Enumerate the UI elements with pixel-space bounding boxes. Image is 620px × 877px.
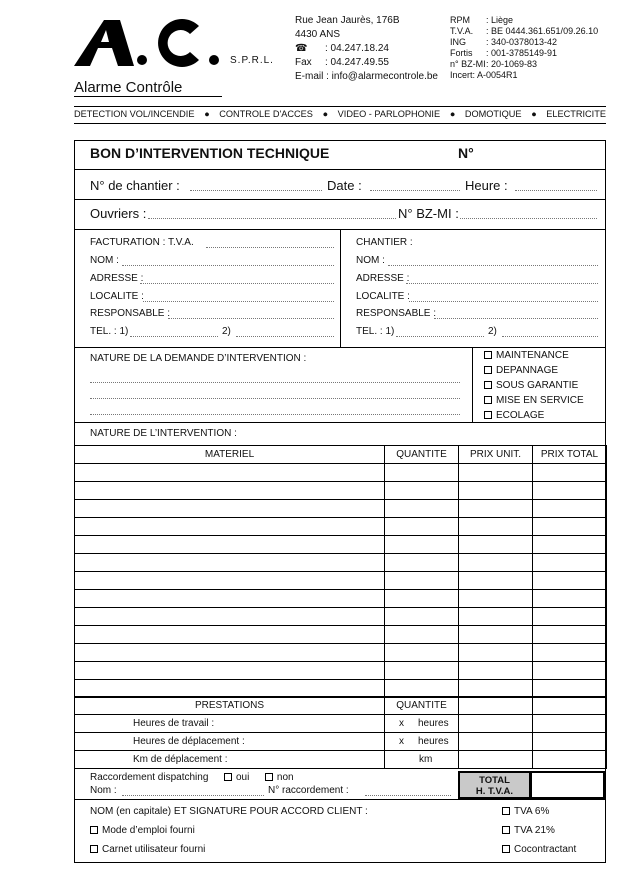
cell[interactable] <box>533 500 607 518</box>
option-maintenance[interactable] <box>484 348 584 363</box>
table-header-row <box>75 446 607 464</box>
cell[interactable] <box>385 590 459 608</box>
company-address <box>295 15 438 83</box>
cell[interactable] <box>75 590 385 608</box>
option-label: SOUS GARANTIE <box>496 380 579 391</box>
fax-number: : 04.247.49.55 <box>325 57 389 68</box>
bzmi-field[interactable] <box>460 218 597 219</box>
cell[interactable] <box>533 608 607 626</box>
table-row <box>75 644 607 662</box>
checkbox-icon[interactable] <box>502 826 510 834</box>
cell[interactable] <box>533 482 607 500</box>
cell[interactable] <box>459 733 533 751</box>
table-row <box>75 464 607 482</box>
checkbox-icon[interactable] <box>90 826 98 834</box>
heures-travail-label: Heures de travail : <box>75 715 385 733</box>
cell[interactable] <box>75 536 385 554</box>
services-top-rule <box>74 106 606 107</box>
address-line-1: Rue Jean Jaurès, 176B <box>295 15 400 26</box>
cell[interactable] <box>75 482 385 500</box>
ouvriers-field[interactable] <box>148 218 396 219</box>
non-label: non <box>276 772 294 783</box>
column-divider <box>340 229 341 347</box>
cell[interactable] <box>75 626 385 644</box>
oui-label: oui <box>235 772 250 783</box>
company-registration <box>450 15 598 81</box>
table-row <box>75 554 607 572</box>
cell[interactable] <box>533 751 607 769</box>
cell[interactable] <box>75 662 385 680</box>
address-line-2: 4430 ANS <box>295 29 341 40</box>
cell[interactable] <box>459 751 533 769</box>
bullet-icon: ● <box>322 109 329 119</box>
cell[interactable] <box>459 464 533 482</box>
column-divider <box>472 347 473 422</box>
fact-nom-label: NOM : <box>90 255 119 266</box>
cell[interactable] <box>459 662 533 680</box>
nature-demande-line[interactable] <box>90 382 460 383</box>
option-depannage[interactable] <box>484 363 584 378</box>
unit-label: km <box>419 754 433 765</box>
ch-localite-field[interactable] <box>409 301 598 302</box>
service-item: VIDEO - PARLOPHONIE <box>337 109 441 119</box>
no-raccordement-field[interactable] <box>365 795 451 796</box>
option-label: MAINTENANCE <box>496 350 569 361</box>
checkbox-icon[interactable] <box>484 411 492 419</box>
column-header: PRIX TOTAL <box>533 446 607 464</box>
cell[interactable] <box>533 662 607 680</box>
column-header: QUANTITE <box>385 446 459 464</box>
ch-tel2-label: 2) <box>488 326 497 337</box>
cell[interactable] <box>385 482 459 500</box>
table-row <box>75 751 607 769</box>
ch-nom-field[interactable] <box>388 265 598 266</box>
tva6-option[interactable] <box>502 806 549 817</box>
reg-value: : 001-3785149-91 <box>486 48 558 58</box>
cell[interactable] <box>459 697 533 715</box>
total-label: TOTAL <box>479 775 510 786</box>
ouvriers-label: Ouvriers : <box>90 206 147 221</box>
chantier-number-label: N° de chantier : <box>90 178 180 193</box>
fact-adresse-field[interactable] <box>140 283 334 284</box>
date-label: Date : <box>327 178 362 193</box>
form-number-label: N° <box>458 145 474 161</box>
cell[interactable] <box>385 680 459 698</box>
reg-key: ING <box>450 37 467 47</box>
tva-field[interactable] <box>206 247 334 248</box>
option-label: Mode d’emploi fourni <box>102 825 195 836</box>
checkbox-icon[interactable] <box>502 807 510 815</box>
cell[interactable] <box>75 608 385 626</box>
fact-localite-field[interactable] <box>143 301 334 302</box>
reg-key: Fortis <box>450 48 473 58</box>
option-label: ECOLAGE <box>496 410 545 421</box>
table-row <box>75 590 607 608</box>
chantier-label: CHANTIER : <box>356 237 413 248</box>
fact-localite-label: LOCALITE : <box>90 291 144 302</box>
heures-deplacement-label: Heures de déplacement : <box>75 733 385 751</box>
total-label-box <box>458 771 531 799</box>
cell[interactable] <box>459 482 533 500</box>
table-row <box>75 500 607 518</box>
row-divider <box>74 799 606 800</box>
ch-adresse-label: ADRESSE : <box>356 273 410 284</box>
cell[interactable] <box>75 572 385 590</box>
cell[interactable] <box>533 733 607 751</box>
times-label: x <box>399 718 404 729</box>
table-row <box>75 608 607 626</box>
table-row <box>75 626 607 644</box>
company-logo <box>74 16 224 68</box>
cell[interactable] <box>459 500 533 518</box>
fact-responsable-field[interactable] <box>168 318 334 319</box>
reg-key: n° BZ-MI <box>450 59 486 69</box>
no-raccordement-label: N° raccordement : <box>268 785 349 796</box>
tva21-option[interactable] <box>502 825 555 836</box>
cell[interactable] <box>459 715 533 733</box>
cell[interactable] <box>533 715 607 733</box>
option-label: Cocontractant <box>514 844 577 855</box>
cell[interactable] <box>385 518 459 536</box>
table-row <box>75 572 607 590</box>
checkbox-icon[interactable] <box>502 845 510 853</box>
option-ecolage[interactable] <box>484 408 584 423</box>
unit-label: heures <box>418 718 449 729</box>
cocontractant-option[interactable] <box>502 844 576 855</box>
option-label: TVA 6% <box>514 806 550 817</box>
ch-adresse-field[interactable] <box>406 283 598 284</box>
checkbox-icon[interactable] <box>484 366 492 374</box>
option-label: MISE EN SERVICE <box>496 395 584 406</box>
ch-tel1-label: TEL. : 1) <box>356 326 395 337</box>
cell[interactable] <box>385 608 459 626</box>
ch-tel1-field[interactable] <box>396 336 484 337</box>
service-item: ELECTRICITE <box>546 109 606 119</box>
services-bar <box>74 109 606 119</box>
cell[interactable] <box>533 697 607 715</box>
table-row <box>75 536 607 554</box>
fact-adresse-label: ADRESSE : <box>90 273 144 284</box>
nature-demande-line[interactable] <box>90 398 460 399</box>
row-divider <box>74 169 606 170</box>
fact-responsable-label: RESPONSABLE : <box>90 308 171 319</box>
cell[interactable] <box>459 572 533 590</box>
cell[interactable] <box>75 464 385 482</box>
services-bottom-rule <box>74 123 606 124</box>
service-item: CONTROLE D'ACCES <box>219 109 313 119</box>
checkbox-icon[interactable] <box>224 773 232 781</box>
cell[interactable] <box>459 590 533 608</box>
reg-key: RPM <box>450 15 470 25</box>
heures-travail-qty[interactable] <box>385 715 459 733</box>
nature-intervention-label: NATURE DE L’INTERVENTION : <box>90 428 237 439</box>
phone-number: : 04.247.18.24 <box>325 43 389 54</box>
option-mise-en-service[interactable] <box>484 393 584 408</box>
company-name: Alarme Contrôle <box>74 79 183 96</box>
table-row <box>75 733 607 751</box>
raccordement-label <box>90 772 294 783</box>
checkbox-icon[interactable] <box>484 396 492 404</box>
checkbox-icon[interactable] <box>484 351 492 359</box>
cell[interactable] <box>459 644 533 662</box>
nom2-field[interactable] <box>122 795 264 796</box>
row-divider <box>74 199 606 200</box>
ch-responsable-label: RESPONSABLE : <box>356 308 437 319</box>
ch-tel2-field[interactable] <box>502 336 598 337</box>
bullet-icon: ● <box>531 109 537 119</box>
nom2-label: Nom : <box>90 785 117 796</box>
fact-tel1-field[interactable] <box>130 336 218 337</box>
column-header: PRESTATIONS <box>75 697 385 715</box>
column-header: PRIX UNIT. <box>459 446 533 464</box>
company-legal-form: S.P.R.L. <box>230 55 274 66</box>
phone-icon: ☎ <box>295 43 308 54</box>
chantier-number-field[interactable] <box>190 190 322 191</box>
signature-label: NOM (en capitale) ET SIGNATURE POUR ACCORD CLIENT : <box>90 806 368 817</box>
cell[interactable] <box>459 554 533 572</box>
unit-label: heures <box>418 736 449 747</box>
table-header-row <box>75 697 607 715</box>
cell[interactable] <box>75 680 385 698</box>
cell[interactable] <box>385 572 459 590</box>
fact-tel2-field[interactable] <box>236 336 334 337</box>
form-title: BON D’INTERVENTION TECHNIQUE <box>90 145 330 161</box>
cell[interactable] <box>533 590 607 608</box>
facturation-label: FACTURATION : T.V.A. <box>90 237 194 248</box>
cell[interactable] <box>385 662 459 680</box>
ch-localite-label: LOCALITE : <box>356 291 410 302</box>
service-item: DOMOTIQUE <box>464 109 522 119</box>
ch-responsable-field[interactable] <box>434 318 598 319</box>
intervention-type-options <box>484 348 584 423</box>
htva-label: H. T.V.A. <box>475 786 514 797</box>
cell[interactable] <box>459 626 533 644</box>
km-deplacement-label: Km de déplacement : <box>75 751 385 769</box>
cell[interactable] <box>533 680 607 698</box>
ch-nom-label: NOM : <box>356 255 385 266</box>
heures-deplacement-qty[interactable] <box>385 733 459 751</box>
cell[interactable] <box>459 608 533 626</box>
reg-key: T.V.A. <box>450 26 474 36</box>
reg-value: : 20-1069-83 <box>486 59 538 69</box>
cell[interactable] <box>75 554 385 572</box>
table-row <box>75 662 607 680</box>
reg-value: : Liège <box>486 15 514 25</box>
cell[interactable] <box>459 536 533 554</box>
bullet-icon: ● <box>204 109 210 119</box>
cell[interactable] <box>533 572 607 590</box>
date-field[interactable] <box>370 190 460 191</box>
cell[interactable] <box>385 464 459 482</box>
table-row <box>75 715 607 733</box>
option-sous-garantie[interactable] <box>484 378 584 393</box>
km-qty[interactable] <box>385 751 459 769</box>
reg-value: : BE 0444.361.651/09.26.10 <box>486 26 599 36</box>
prestations-table <box>74 696 607 769</box>
cell[interactable] <box>75 644 385 662</box>
heure-label: Heure : <box>465 178 508 193</box>
company-name-underline <box>74 96 222 97</box>
email: E-mail : info@alarmecontrole.be <box>295 71 438 82</box>
fax-label: Fax <box>295 57 312 68</box>
cell[interactable] <box>385 500 459 518</box>
cell[interactable] <box>385 536 459 554</box>
option-label: DEPANNAGE <box>496 365 559 376</box>
cell[interactable] <box>385 554 459 572</box>
mode-emploi-option[interactable] <box>90 825 195 836</box>
reg-key: Incert: A-0054R1 <box>450 70 518 80</box>
table-row <box>75 482 607 500</box>
bzmi-label: N° BZ-MI : <box>398 206 459 221</box>
raccordement-text: Raccordement dispatching <box>90 772 209 783</box>
column-header: MATERIEL <box>75 446 385 464</box>
table-row <box>75 518 607 536</box>
cell[interactable] <box>459 680 533 698</box>
cell[interactable] <box>75 518 385 536</box>
checkbox-icon[interactable] <box>90 845 98 853</box>
cell[interactable] <box>385 626 459 644</box>
materiel-table <box>74 445 607 698</box>
table-row <box>75 680 607 698</box>
fact-tel2-label: 2) <box>222 326 231 337</box>
service-item: DETECTION VOL/INCENDIE <box>74 109 195 119</box>
total-value-box[interactable] <box>530 771 605 799</box>
checkbox-icon[interactable] <box>265 773 273 781</box>
cell[interactable] <box>385 644 459 662</box>
cell[interactable] <box>533 644 607 662</box>
cell[interactable] <box>459 518 533 536</box>
reg-value: : 340-0378013-42 <box>486 37 558 47</box>
nature-demande-label: NATURE DE LA DEMANDE D’INTERVENTION : <box>90 353 307 364</box>
row-divider <box>74 422 606 423</box>
times-label: x <box>399 736 404 747</box>
bullet-icon: ● <box>449 109 456 119</box>
option-label: Carnet utilisateur fourni <box>102 844 206 855</box>
column-header: QUANTITE <box>385 697 459 715</box>
cell[interactable] <box>533 554 607 572</box>
nature-demande-line[interactable] <box>90 414 460 415</box>
cell[interactable] <box>533 464 607 482</box>
cell[interactable] <box>533 536 607 554</box>
checkbox-icon[interactable] <box>484 381 492 389</box>
cell[interactable] <box>533 518 607 536</box>
option-label: TVA 21% <box>514 825 555 836</box>
cell[interactable] <box>533 626 607 644</box>
fact-tel1-label: TEL. : 1) <box>90 326 129 337</box>
carnet-option[interactable] <box>90 844 205 855</box>
heure-field[interactable] <box>515 190 597 191</box>
cell[interactable] <box>75 500 385 518</box>
fact-nom-field[interactable] <box>122 265 334 266</box>
